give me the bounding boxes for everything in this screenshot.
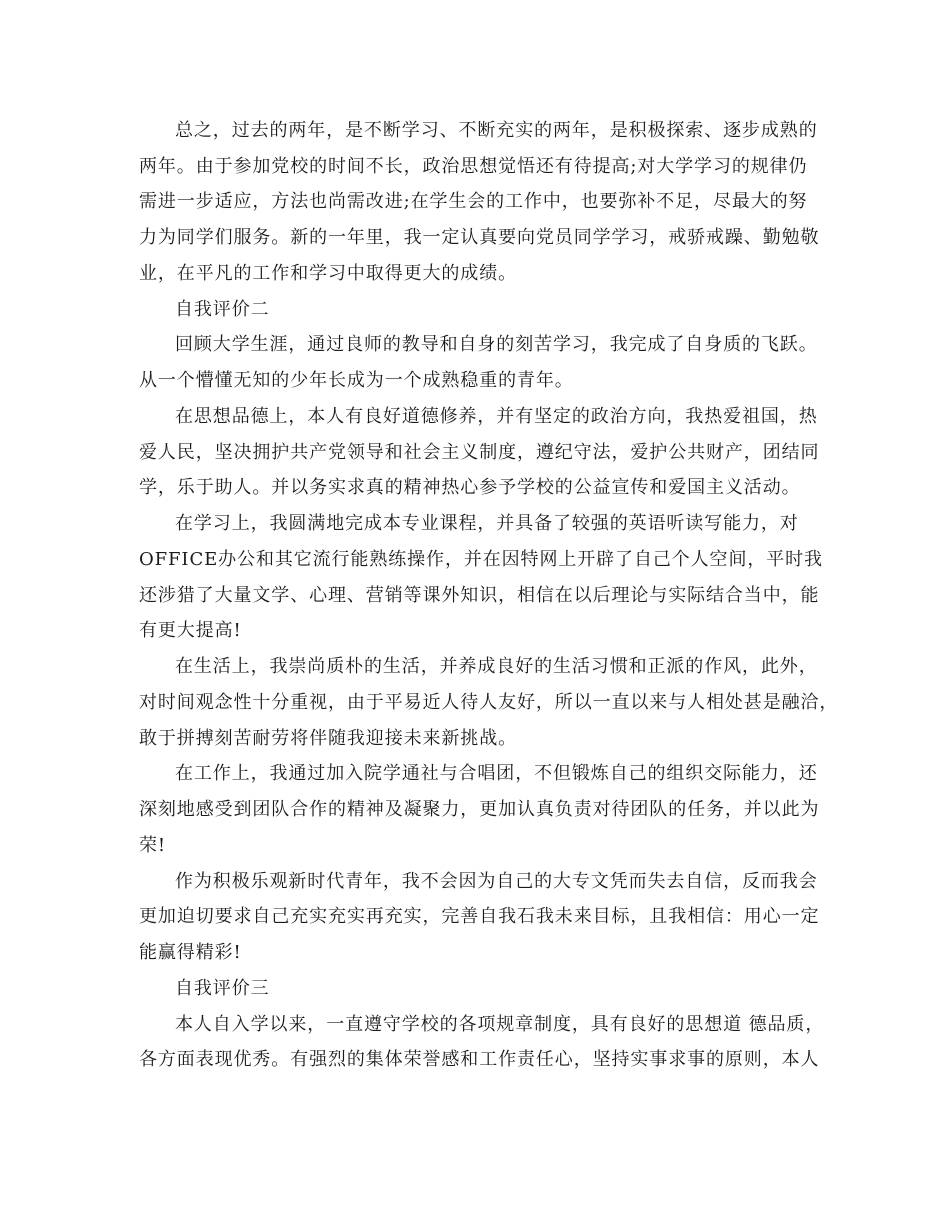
paragraph-line: 深刻地感受到团队合作的精神及凝聚力，更加认真负责对待团队的任务，并以此为 xyxy=(139,799,820,820)
paragraph-line: 学，乐于助人。并以务实求真的精神热心参予学校的公益宣传和爱国主义活动。 xyxy=(139,477,801,498)
section-heading: 自我评价二 xyxy=(175,299,270,320)
paragraph-line: 需进一步适应，方法也尚需改进;在学生会的工作中，也要弥补不足，尽最大的努 xyxy=(139,191,808,212)
paragraph-line: 荣! xyxy=(139,835,167,856)
section-heading: 自我评价三 xyxy=(175,978,270,999)
paragraph-line: 有更大提高! xyxy=(139,620,242,641)
paragraph-line: 两年。由于参加党校的时间不长，政治思想觉悟还有待提高;对大学学习的规律仍 xyxy=(139,156,808,177)
paragraph-line: 业，在平凡的工作和学习中取得更大的成绩。 xyxy=(139,263,517,284)
paragraph-line: 敢于拼搏刻苦耐劳将伴随我迎接未来新挑战。 xyxy=(139,728,517,749)
paragraph-line: 力为同学们服务。新的一年里，我一定认真要向党员同学学习，戒骄戒躁、勤勉敬 xyxy=(139,227,820,248)
paragraph-line: 在工作上，我通过加入院学通社与合唱团，不但锻炼自己的组织交际能力，还 xyxy=(175,763,818,784)
paragraph-line: 总之，过去的两年，是不断学习、不断充实的两年，是积极探索、逐步成熟的 xyxy=(175,120,818,141)
paragraph-line: 更加迫切要求自己充实充实再充实，完善自我石我未来目标，且我相信：用心一定 xyxy=(139,906,820,927)
paragraph-line: OFFICE办公和其它流行能熟练操作，并在因特网上开辟了自己个人空间，平时我 xyxy=(139,549,823,570)
paragraph-line: 回顾大学生涯，通过良师的教导和自身的刻苦学习，我完成了自身质的飞跃。 xyxy=(175,334,818,355)
paragraph-line: 作为积极乐观新时代青年，我不会因为自己的大专文凭而失去自信，反而我会 xyxy=(175,871,818,892)
paragraph-line: 在生活上，我崇尚质朴的生活，并养成良好的生活习惯和正派的作风，此外， xyxy=(175,656,818,677)
paragraph-line: 爱人民，坚决拥护共产党领导和社会主义制度，遵纪守法，爱护公共财产，团结同 xyxy=(139,442,820,463)
paragraph-line: 本人自入学以来，一直遵守学校的各项规章制度，具有良好的思想道 德品质， xyxy=(175,1014,825,1035)
paragraph-line: 在思想品德上，本人有良好道德修养，并有坚定的政治方向，我热爱祖国，热 xyxy=(175,406,818,427)
paragraph-line: 能赢得精彩! xyxy=(139,942,242,963)
paragraph-line: 还涉猎了大量文学、心理、营销等课外知识，相信在以后理论与实际结合当中，能 xyxy=(139,585,820,606)
paragraph-line: 对时间观念性十分重视，由于平易近人待人友好，所以一直以来与人相处甚是融洽， xyxy=(139,692,839,713)
paragraph-line: 从一个懵懂无知的少年长成为一个成熟稳重的青年。 xyxy=(139,370,574,391)
paragraph-line: 在学习上，我圆满地完成本专业课程，并具备了较强的英语听读写能力，对 xyxy=(175,513,799,534)
paragraph-line: 各方面表现优秀。有强烈的集体荣誉感和工作责任心，坚持实事求事的原则，本人 xyxy=(139,1049,820,1070)
